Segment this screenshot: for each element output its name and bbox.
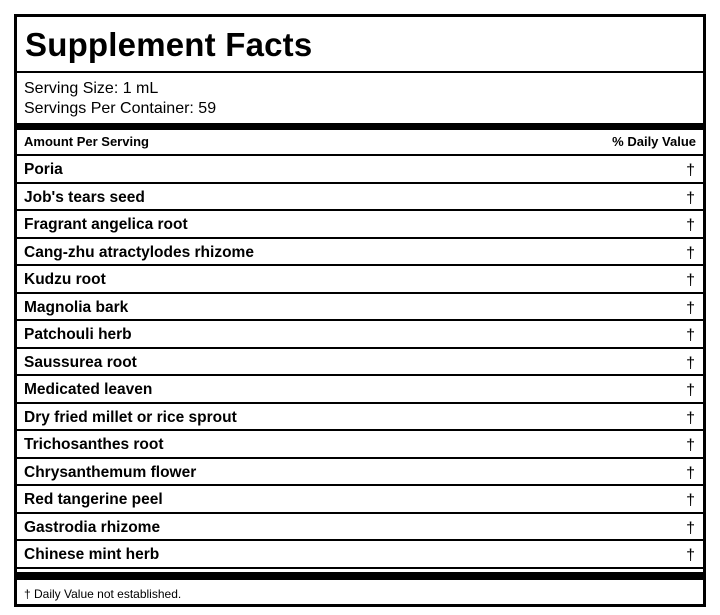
ingredient-name: Magnolia bark xyxy=(24,298,129,316)
ingredient-daily-value: † xyxy=(686,382,695,399)
ingredient-daily-value: † xyxy=(686,492,695,509)
ingredient-row xyxy=(17,486,703,514)
daily-value-header: % Daily Value xyxy=(612,134,696,149)
ingredient-row xyxy=(17,376,703,404)
ingredient-name: Chrysanthemum flower xyxy=(24,463,197,481)
ingredient-list xyxy=(17,156,703,569)
ingredient-daily-value: † xyxy=(686,272,695,289)
ingredient-daily-value: † xyxy=(686,162,695,179)
ingredient-name: Red tangerine peel xyxy=(24,491,163,508)
ingredient-name: Saussurea root xyxy=(24,353,137,371)
ingredient-name: Dry fried millet or rice sprout xyxy=(24,408,237,426)
ingredient-row xyxy=(17,321,703,349)
ingredient-name: Fragrant angelica root xyxy=(24,216,188,233)
column-header xyxy=(17,130,703,154)
ingredient-daily-value: † xyxy=(686,519,695,537)
ingredient-name: Medicated leaven xyxy=(24,381,153,398)
ingredient-daily-value: † xyxy=(686,547,695,564)
ingredient-name: Poria xyxy=(24,161,63,178)
ingredient-row xyxy=(17,514,703,542)
amount-per-serving-header: Amount Per Serving xyxy=(24,134,149,149)
ingredient-row xyxy=(17,404,703,432)
title-divider xyxy=(17,71,703,73)
ingredient-name: Job's tears seed xyxy=(24,188,145,206)
ingredient-name: Chinese mint herb xyxy=(24,546,160,563)
ingredient-name: Gastrodia rhizome xyxy=(24,518,161,536)
ingredient-row xyxy=(17,459,703,487)
ingredient-daily-value: † xyxy=(686,189,695,207)
ingredient-row xyxy=(17,156,703,184)
footnote: † Daily Value not established. xyxy=(24,587,182,601)
ingredient-daily-value: † xyxy=(686,217,695,234)
ingredient-daily-value: † xyxy=(686,299,695,317)
ingredient-daily-value: † xyxy=(686,409,695,427)
ingredient-row xyxy=(17,266,703,294)
ingredient-name: Trichosanthes root xyxy=(24,436,164,453)
ingredient-daily-value: † xyxy=(686,464,695,482)
ingredient-daily-value: † xyxy=(686,244,695,262)
serving-size: Serving Size: 1 mL xyxy=(24,80,159,97)
supplement-facts-panel xyxy=(14,14,706,607)
ingredient-row xyxy=(17,239,703,267)
ingredient-name: Patchouli herb xyxy=(24,326,132,343)
ingredient-daily-value: † xyxy=(686,437,695,454)
ingredient-row xyxy=(17,541,703,569)
ingredient-row xyxy=(17,431,703,459)
thick-divider xyxy=(17,123,703,130)
ingredient-daily-value: † xyxy=(686,354,695,372)
ingredient-row xyxy=(17,184,703,212)
bottom-thick-divider xyxy=(17,572,703,580)
ingredient-daily-value: † xyxy=(686,327,695,344)
ingredient-row xyxy=(17,294,703,322)
servings-per-container: Servings Per Container: 59 xyxy=(24,100,217,117)
ingredient-name: Kudzu root xyxy=(24,271,106,288)
ingredient-row xyxy=(17,349,703,377)
ingredient-row xyxy=(17,211,703,239)
ingredient-name: Cang-zhu atractylodes rhizome xyxy=(24,243,254,261)
panel-title: Supplement Facts xyxy=(25,26,313,63)
